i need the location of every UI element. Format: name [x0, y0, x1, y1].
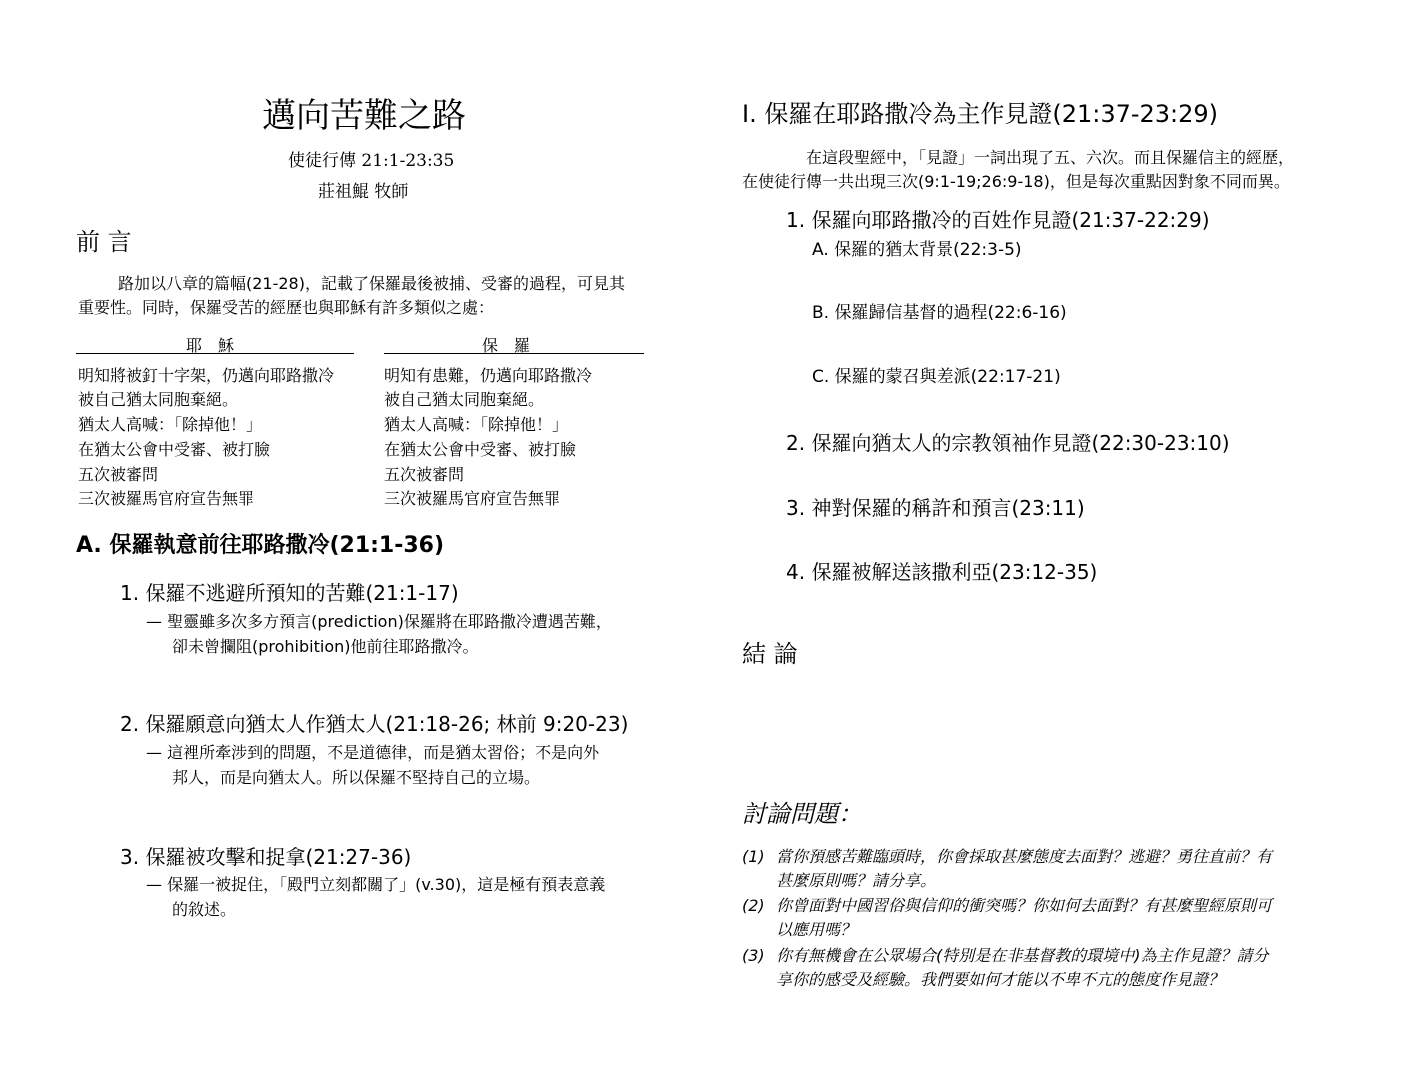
compare-jesus-row: 被自己猶太同胞棄絕。: [78, 390, 239, 409]
question-3-line-2: 享你的感受及經驗。我們要如何才能以不卑不亢的態度作見證？: [776, 970, 1225, 989]
compare-jesus-row: 五次被審問: [78, 465, 159, 484]
compare-paul-row: 猶太人高喊：「除掉他！」: [384, 415, 569, 434]
intro-line-1: 路加以八章的篇幅(21-28)，記載了保羅最後被捕、受審的過程，可見其: [118, 274, 625, 293]
author-name: 莊祖鯤 牧師: [318, 182, 409, 202]
intro-line-2: 重要性。同時，保羅受苦的經歷也與耶穌有許多類似之處：: [78, 298, 495, 317]
page-title: 邁向苦難之路: [262, 96, 466, 136]
scripture-reference: 使徒行傳 21:1-23:35: [288, 151, 455, 171]
compare-header-jesus: 耶 穌: [186, 336, 235, 355]
compare-header-paul: 保 羅: [482, 336, 531, 355]
compare-paul-row: 被自己猶太同胞棄絕。: [384, 390, 545, 409]
section-a-heading: A. 保羅執意前往耶路撒冷(21:1-36): [76, 533, 445, 558]
point-3-line-2: 的敘述。: [172, 900, 237, 919]
compare-paul-row: 五次被審問: [384, 465, 465, 484]
question-1-line-2: 甚麼原則嗎？請分享。: [776, 871, 937, 890]
point-3-line-1: — 保羅一被捉住，「殿門立刻都關了」(v.30)，這是極有預表意義: [146, 875, 606, 894]
compare-jesus-row: 三次被羅馬官府宣告無罪: [78, 489, 255, 508]
conclusion-heading: 結 論: [742, 640, 798, 668]
item-1-heading: 1. 保羅向耶路撒冷的百姓作見證(21:37-22:29): [786, 208, 1210, 232]
item-3-heading: 3. 神對保羅的稱許和預言(23:11): [786, 496, 1085, 520]
intro-heading: 前 言: [76, 228, 132, 256]
section-i-intro-line-2: 在使徒行傳一共出現三次(9:1-19;26:9-18)，但是每次重點因對象不同而異。: [742, 172, 1290, 191]
point-2-line-1: — 這裡所牽涉到的問題，不是道德律，而是猶太習俗；不是向外: [146, 743, 600, 762]
question-1-line-1: 當你預感苦難臨頭時，你會採取甚麼態度去面對？逃避？勇往直前？有: [776, 847, 1273, 866]
question-2-line-1: 你曾面對中國習俗與信仰的衝突嗎？你如何去面對？有甚麼聖經原則可: [776, 896, 1273, 915]
subitem-b: B. 保羅歸信基督的過程(22:6-16): [812, 303, 1067, 323]
point-2-heading: 2. 保羅願意向猶太人作猶太人(21:18-26; 林前 9:20-23): [120, 712, 629, 736]
compare-jesus-row: 明知將被釘十字架，仍邁向耶路撒冷: [78, 366, 335, 385]
section-i-intro-line-1: 在這段聖經中，「見證」一詞出現了五、六次。而且保羅信主的經歷，: [806, 148, 1295, 167]
subitem-a: A. 保羅的猶太背景(22:3-5): [812, 240, 1022, 260]
question-1-number: (1): [742, 847, 765, 866]
point-1-line-1: — 聖靈雖多次多方預言(prediction)保羅將在耶路撒冷遭遇苦難，: [146, 612, 612, 631]
point-2-line-2: 邦人，而是向猶太人。所以保羅不堅持自己的立場。: [172, 768, 541, 787]
question-3-line-1: 你有無機會在公眾場合(特別是在非基督教的環境中)為主作見證？請分: [776, 946, 1269, 965]
compare-underline-1: [76, 353, 354, 354]
compare-jesus-row: 在猶太公會中受審、被打臉: [78, 440, 271, 459]
point-3-heading: 3. 保羅被攻擊和捉拿(21:27-36): [120, 845, 412, 869]
subitem-c: C. 保羅的蒙召與差派(22:17-21): [812, 367, 1061, 387]
point-1-heading: 1. 保羅不逃避所預知的苦難(21:1-17): [120, 581, 459, 605]
question-3-number: (3): [742, 946, 765, 965]
question-2-number: (2): [742, 896, 765, 915]
compare-paul-row: 三次被羅馬官府宣告無罪: [384, 489, 561, 508]
item-4-heading: 4. 保羅被解送該撒利亞(23:12-35): [786, 560, 1098, 584]
item-2-heading: 2. 保羅向猶太人的宗教領袖作見證(22:30-23:10): [786, 431, 1230, 455]
compare-underline-2: [384, 353, 644, 354]
compare-paul-row: 在猶太公會中受審、被打臉: [384, 440, 577, 459]
question-2-line-2: 以應用嗎？: [776, 920, 857, 939]
compare-jesus-row: 猶太人高喊：「除掉他！」: [78, 415, 263, 434]
discussion-heading: 討論問題：: [742, 800, 862, 828]
compare-paul-row: 明知有患難，仍邁向耶路撒冷: [384, 366, 593, 385]
point-1-line-2: 卻未曾攔阻(prohibition)他前往耶路撒冷。: [172, 637, 479, 656]
section-i-heading: I. 保羅在耶路撒冷為主作見證(21:37-23:29): [742, 100, 1219, 128]
